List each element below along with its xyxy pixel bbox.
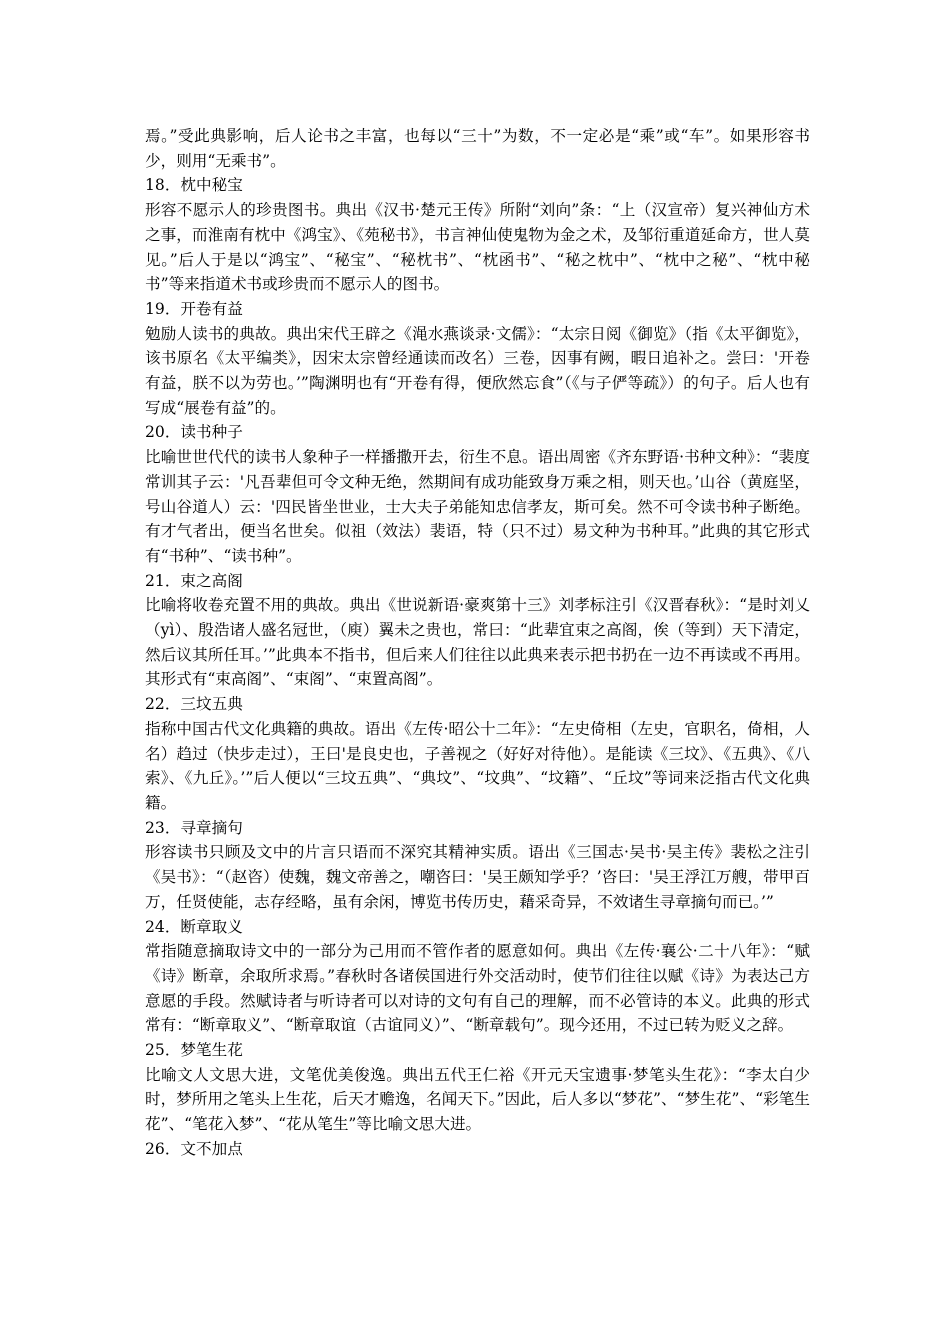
entry-heading-18: 18．枕中秘宝	[145, 176, 243, 195]
entry-heading-19: 19．开卷有益	[145, 299, 243, 318]
document-body	[145, 124, 810, 1162]
entry-heading-20: 20．读书种子	[145, 423, 243, 442]
entry-body-22: 指称中国古代文化典籍的典故。语出《左传·昭公十二年》：“左史倚相（左史，官职名，倚相，人名）趋过（快步走过），王曰'是良史也，子善视之（好好对待他）。是能读《三坟》、《五典》、《八索》、《九丘》。’”后人便以“三坟五典”、“典坟”、“坟典”、“坟籍”、“丘坟”等词来泛指古代文化典籍。	[145, 719, 810, 812]
entry-heading-22: 22．三坟五典	[145, 695, 243, 714]
entry-heading-25: 25．梦笔生花	[145, 1041, 243, 1060]
entry-body-18: 形容不愿示人的珍贵图书。典出《汉书·楚元王传》所附“刘向”条：“上（汉宣帝）复兴神仙方术之事，而淮南有枕中《鸿宝》、《苑秘书》，书言神仙使鬼物为金之术，及邹衍重道延命方，世人莫见。”后人于是以“鸿宝”、“秘宝”、“秘枕书”、“枕函书”、“秘之枕中”、“枕中之秘”、“枕中秘书”等来指道术书或珍贵而不愿示人的图书。	[145, 201, 810, 294]
entry-heading-24: 24．断章取义	[145, 917, 243, 936]
entry-body-21: 比喻将收卷充置不用的典故。典出《世说新语·豪爽第十三》刘孝标注引《汉晋春秋》：“是时刘乂（yì）、殷浩诸人盛名冠世，（庾）翼未之贵也，常曰：“此辈宜束之高阁，俟（等到）天下清定，然后议其所任耳。’”此典本不指书，但后来人们往往以此典来表示把书扔在一边不再读或不再用。其形式有“束高阁”、“束阁”、“束置高阁”。	[145, 596, 810, 689]
entry-heading-23: 23．寻章摘句	[145, 818, 243, 837]
entry-body-20: 比喻世世代代的读书人象种子一样播撒开去，衍生不息。语出周密《齐东野语·书种文种》：“裴度常训其子云：'凡吾辈但可令文种无绝，然期间有成功能致身万乘之相，则天也。’山谷（黄庭坚，号山谷道人）云：'四民皆坐世业，士大夫子弟能知忠信孝友，斯可矣。然不可令读书种子断绝。有才气者出，便当名世矣。似祖（效法）裴语，特（只不过）易文种为书种耳。”此典的其它形式有“书种”、“读书种”。	[145, 448, 810, 565]
entry-heading-21: 21．束之高阁	[145, 571, 243, 590]
entry-body-25: 比喻文人文思大进，文笔优美俊逸。典出五代王仁裕《开元天宝遗事·梦笔头生花》：“李太白少时，梦所用之笔头上生花，后天才赡逸，名闻天下。”因此，后人多以“梦花”、“梦生花”、“彩笔生花”、“笔花入梦”、“花从笔生”等比喻文思大进。	[145, 1065, 810, 1134]
entry-body-24: 常指随意摘取诗文中的一部分为己用而不管作者的愿意如何。典出《左传·襄公·二十八年》：“赋《诗》断章，余取所求焉。”春秋时各诸侯国进行外交活动时，使节们往往以赋《诗》为表达己方意愿的手段。然赋诗者与听诗者可以对诗的文句有自己的理解，而不必管诗的本义。此典的形式常有：“断章取义”、“断章取谊（古谊同义）”、“断章载句”。现今还用，不过已转为贬义之辞。	[145, 942, 810, 1035]
intro-paragraph: 焉。”受此典影响，后人论书之丰富，也每以“三十”为数，不一定必是“乘”或“车”。如果形容书少，则用“无乘书”。	[145, 127, 810, 170]
entry-body-19: 勉励人读书的典故。典出宋代王辟之《渑水燕谈录·文儒》：“太宗日阅《御览》（指《太平御览》，该书原名《太平编类》，因宋太宗曾经通读而改名）三卷，因事有阙，暇日追补之。尝曰：'开卷有益，朕不以为劳也。’”陶渊明也有“开卷有得，便欣然忘食”（《与子俨等疏》）的句子。后人也有写成“展卷有益”的。	[145, 324, 810, 417]
entry-body-23: 形容读书只顾及文中的片言只语而不深究其精神实质。语出《三国志·吴书·吴主传》裴松之注引《吴书》：“（赵咨）使魏，魏文帝善之，嘲咨曰：'吴王颇知学乎？’咨曰：'吴王浮江万艘，带甲百万，任贤使能，志存经略，虽有余闲，博览书传历史，藉采奇异，不效诸生寻章摘句而已。’”	[145, 843, 810, 911]
entry-heading-26: 26．文不加点	[145, 1139, 243, 1158]
